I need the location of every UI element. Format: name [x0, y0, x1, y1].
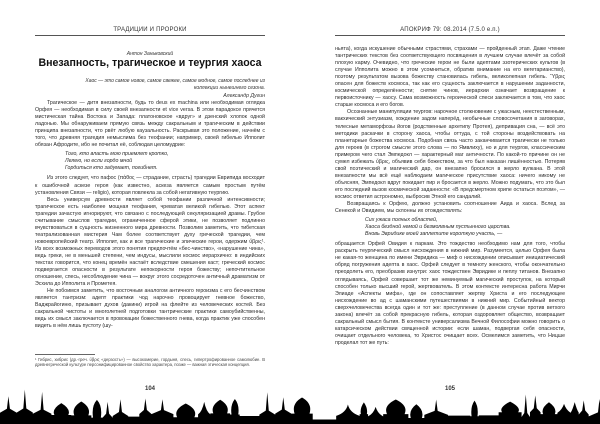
body-text — [35, 100, 265, 346]
poem-line: Хаоса бездной немой и безмолвным пустынного царства. — [365, 224, 511, 231]
paragraph: Не побоимся заметить, что восточным аналогом античного героизма с его бесчинством является тантризм: адепт практики чод нарочно провоцирует гневное божество, Ваджрайогиню, призывает духов (дакини) игрой на флейте из человеческих костей. Без сакральной чистоты и многолетней подготовки тантрические практики самоубийственны, ведь их смысл заключается в провокации божественного гнева, когда практик уже способен видеть в нём лишь пустоту (шу- — [35, 288, 265, 330]
footnote-divider — [35, 354, 95, 355]
page-number: 104 — [144, 386, 155, 392]
poem-quote — [365, 217, 565, 238]
poem-line: Лелею, но если гордо мной — [65, 158, 133, 165]
running-head: ТРАДИЦИИ И ПРОРОКИ — [35, 27, 265, 36]
article-title: Внезапность, трагическое и теургия хаоса — [38, 57, 262, 69]
right-page — [300, 0, 600, 424]
poem-line: Сих ужаса полных областей, — [365, 217, 438, 224]
city-skyline-silhouette — [0, 388, 600, 424]
paragraph: Из этого следует, что пафос (πάθος — страдание, страсть) трагедии Еврипида восходит к ошибочной аскезе героя (как известно, аскеза является самым простым путём установления Связи — religio), которая повлекла за собой негативную теургию. — [35, 175, 265, 196]
paragraph: обращается Орфей Овидия к паркам. Это тождество необходимо нам для того, чтобы раскрыть теургический смысл нисхождения в нижний мир. Разумеется, целью Орфея была не какая-то женщина по имени Эвридика — миф о нисхождении описывает инициатический обряд погружения адепта в хаос. Орфей следует в темноту женского, чтобы окончательно преодолеть его, преобразив изнутри: хаос тождествен Эвридике и пеплу титанов. Внезапно оглядываясь, Орфей совершает тот же неминуемый магический проступок, на который способен только высший герой, жертвователь. В этом контексте интересна работа Мирчи Элиаде «Аспекты мифа», где он сопоставляет жертву Христа и его последующее нисхождение во ад с шаманскими путешествиями в нижний мир. Событийный вектор сверхчеловечества всегда один и тот же: преступление (в данном случае против ветхого закона) влечёт за собой прекрасную гибель, которая оздоровляет общество, возвращает сакральный смысл бытия. В контексте универсализма Вечной Философии можно говорить о катарсическом действии священной истории: если шаман, подвергая себя опасности, очищает отдельного человека, то Христос очищает всех. Осмелимся заметить, что Ницше проделал тот же путь: — [335, 241, 565, 346]
running-head: АПОКРИФ 79: 08.2014 (7.5.0 е.п.) — [335, 27, 565, 36]
page-number: 105 — [444, 386, 455, 392]
paragraph: Осознанные манипуляции теургов: нарочное столкновение с ужасным, неестественным, вакхический энтузиазм, хождение задом наперёд, необычные словосочетания в заговорах, телесные метаморфозы йогов (родственные архетипу Протея), депривация сна, — всё это методики раскачки в сторону хаоса, чтобы оттуда, с той стороны воздействовать на планетарные божества космоса. Подобная связь часто заканчивается трагически не только для героев (в строгом смысле этого слова — по Ямвлиху), но и для теургов, классическим примером чего стал Эмпедокл — характерный маг античности. По какой-то причине он не сумел избежать ὕβρις, объявив себя божеством, за что был наказан лишённостью. Потеряв свой поэтический и магический дар, он внезапно бросился в жерло вулкана. В этой внезапности мы всё ещё наблюдаем магическое присутствие хаоса: ничего никому не объясняя, Эмпедокл вдруг покидает пир и бросается в жерло. Можно подумать, что это был его последний вызов космической заданности: «В предсмертном хрипе остаться поэтом», — космос ответил астрономно, выбросив Этной его сандалий. — [335, 109, 565, 200]
epigraph-author: Александр Дугин — [223, 93, 265, 99]
body-text — [335, 46, 565, 374]
poem-line: Того, кто власть мою приемлет кротко, — [65, 151, 169, 158]
epigraph: Хаос — это самое новое, самое свежее, самое модное, самое последнее из коллекции нынешнего сезона. — [85, 78, 265, 91]
paragraph: Весь универсум древности являет собой теофании различной интенсивности; трагическое есть наиболее мощная теофания, чреватая великой гибелью. Этот аспект трагедии зачастую игнорируют, что связано с последующей секуляризацией драмы. Грубое считывание смыслов трагедии, ограниченное сферой этики, не позволяет подлинно вчувствоваться в сущность жизненного мира древности. Позволим заметить, что тибетская театрализованная мистерия Чам более соответствует духу греческой трагедии, чем новоевропейский театр. Ипполит, как и все трагические и эпические герои, одержим ὕβρις¹. Из всех возможных переводов этого понятия предпочтём «бес-чинство», «нарушение чина», ведь греки, не в меньшей степени, чем индусы, мыслили космос иерархично: в индийских текстах говорится, что конец времён настаёт вследствие смешения каст; греческий космос подвергается опасности в результате непокорности героя божеству; непочтительное отношение, спесь, несоблюдение чина — вокруг этого сосредоточен античный драматизм от Эсхила до Ипполита и Прометея. — [35, 196, 265, 288]
paragraph: Возвращаясь к Орфею, должно установить соотношение Аида и хаоса. Вслед за Сенекой и Овидием, мы склонны их отождествлять: — [335, 201, 565, 215]
footnote: ¹ Гибрис, хибрис (др.-греч. ὕβρις «дерзость») — высокомерие, гордыня, спесь, гипертрофированное самолюбие. В древнегреческой культуре персонифицированное свойство характера, позже — важная этическая концепция. — [35, 357, 265, 368]
paragraph: Трагическое — дитя внезапности, будь то deus ex machina или необходимая оглядка Орфея — необходимая в силу своей внезапности et vice versa. В этом парадоксе прячется мистическая тайна Востока и Запада: платоновское «вдруг» и дзенский хлопок одной ладонью. Мы обнаруживаем прямую связь между сакральным и трагическим в действии принципа внезапности, что рвёт любую каузальность. Раскрывая это положение, начнём с того, что древняя трагедия немыслима без теофании; например, своей гибелью Ипполит обязан Афродите, ибо не почитал её, соблюдая целомудрие: — [35, 100, 265, 149]
poem-line: Гордиться кто задумает, погибнет. — [65, 165, 158, 172]
article-author: Антон Заньковский — [126, 51, 174, 57]
poem-quote — [65, 151, 265, 172]
paragraph: ньята), когда искушение обычными страстями, страхами — пройденный этап. Даже чтение тантрических текстов без соответствующего посвящения в лучшем случае влечёт за собой плохую карму. Очевидно, что греческие герои не были адептами эзотерических культов (в случае Ипполита можно в этом усомниться, обратив внимание на его вегетарианство), поэтому результатом вызова божеству становилась гибель, великолепная гибель. Ὕβρις опасен для божеств космоса, так как его сущность заключается в нарушении заданности, космической определённости; снятие чинов, иерархии означает возвращение к первоисточнику — хаосу. Сама возможность героической спеси заключается в том, что хаос старше космоса и его богов. — [335, 46, 565, 109]
poem-line: Вновь Эвридике моей заплетите короткую участь, — — [365, 231, 503, 238]
skyline-silhouette — [0, 390, 600, 424]
